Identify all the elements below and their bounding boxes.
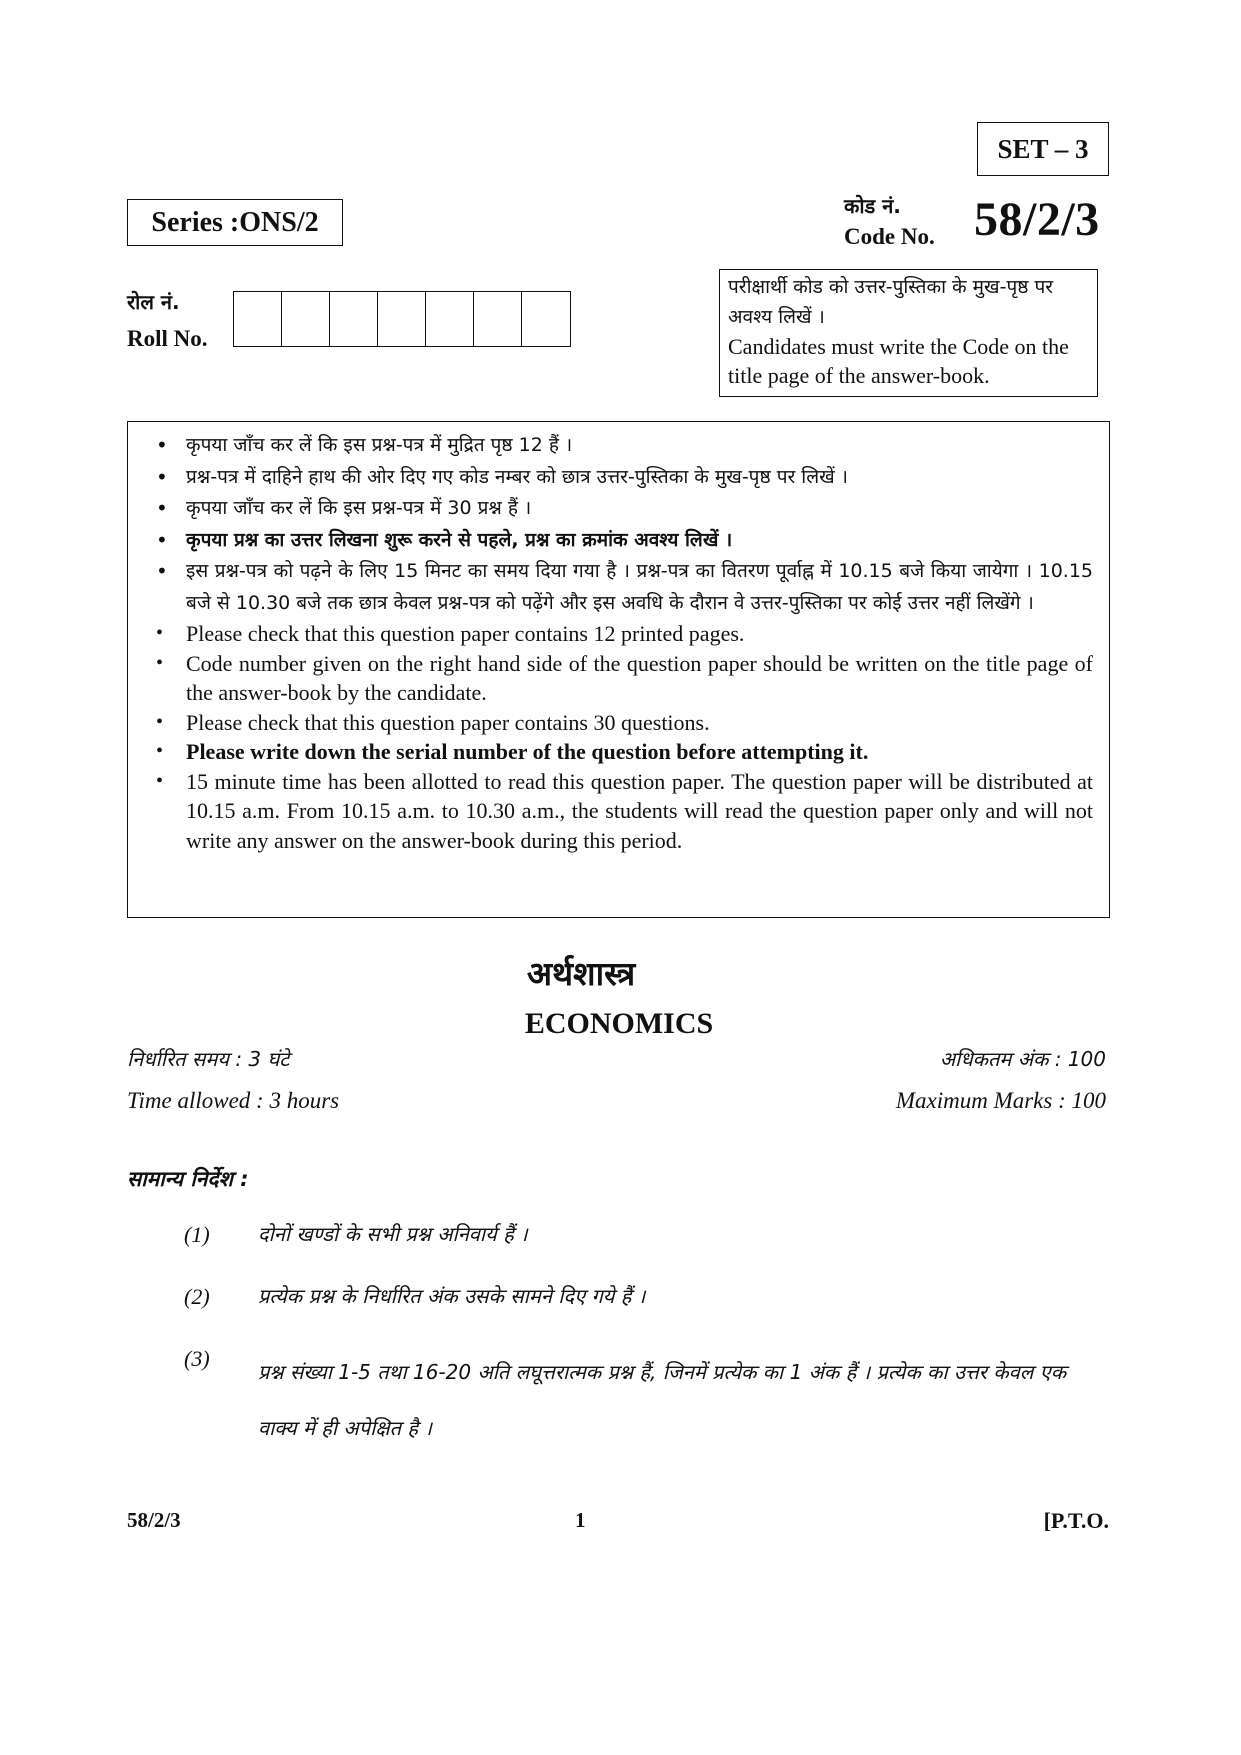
- subject-title-english: ECONOMICS: [524, 1007, 714, 1040]
- general-item-text: प्रत्येक प्रश्न के निर्धारित अंक उसके सामने दिए गये हैं ।: [258, 1284, 646, 1308]
- instruction-text: प्रश्न-पत्र में दाहिने हाथ की ओर दिए गए कोड नम्बर को छात्र उत्तर-पुस्तिका के मुख-पृष्ठ पर लिखें ।: [186, 465, 848, 488]
- code-label-english: Code No.: [844, 224, 935, 249]
- instruction-item: [152, 767, 1093, 856]
- instruction-item: [152, 737, 1093, 767]
- code-instruction-note: [719, 269, 1098, 397]
- code-label-hindi: कोड नं.: [844, 194, 901, 218]
- code-note-english: Candidates must write the Code on the title page of the answer-book.: [728, 334, 1069, 388]
- time-allowed-hindi: निर्धारित समय : 3 घंटे: [127, 1047, 290, 1071]
- roll-number-cell[interactable]: [330, 292, 378, 346]
- bullet-icon: •: [156, 527, 168, 552]
- roll-number-cell[interactable]: [282, 292, 330, 346]
- bullet-icon: •: [156, 651, 164, 674]
- bullet-icon: •: [156, 622, 164, 644]
- footer-code: 58/2/3: [127, 1508, 181, 1532]
- general-item-text: प्रश्न संख्या 1-5 तथा 16-20 अति लघूत्तरात्मक प्रश्न हैं, जिनमें प्रत्येक का 1 अंक हैं । प्रत्येक का उत्तर केवल एक वाक्य में ही अपेक्षित है ।: [258, 1360, 1067, 1440]
- instruction-item: [152, 708, 1093, 738]
- instruction-item: [152, 619, 1093, 649]
- instructions-list: [152, 430, 1093, 855]
- instruction-text: Please write down the serial number of the question before attempting it.: [186, 739, 869, 764]
- time-allowed-english: Time allowed : 3 hours: [127, 1088, 340, 1113]
- maximum-marks-hindi: अधिकतम अंक : 100: [939, 1047, 1106, 1071]
- instruction-text: इस प्रश्न-पत्र को पढ़ने के लिए 15 मिनट का समय दिया गया है । प्रश्न-पत्र का वितरण पूर्वाह्न में 10.15 बजे किया जायेगा । 10.15 बजे से 10.30 बजे तक छात्र केवल प्रश्न-पत्र को पढ़ेंगे और इस अवधि के दौरान वे उत्तर-पुस्तिका पर कोई उत्तर नहीं लिखेंगे ।: [186, 560, 1093, 614]
- instruction-text: कृपया जाँच कर लें कि इस प्रश्न-पत्र में 30 प्रश्न हैं ।: [186, 497, 532, 519]
- general-item-number: (2): [184, 1284, 210, 1309]
- bullet-icon: •: [156, 740, 164, 762]
- instruction-text: 15 minute time has been allotted to read this question paper. The question paper will be distributed at 10.15 a.m. From 10.15 a.m. to 10.30 a.m., the students will read the question paper only and will not write any answer on the answer-book during this period.: [186, 768, 1093, 853]
- instruction-item: [152, 525, 1093, 557]
- roll-label-english: Roll No.: [127, 326, 208, 351]
- general-item-number: (1): [184, 1222, 210, 1247]
- bullet-icon: •: [156, 496, 168, 520]
- bullet-icon: •: [156, 559, 168, 583]
- roll-number-cell[interactable]: [234, 292, 282, 346]
- general-item-text: दोनों खण्डों के सभी प्रश्न अनिवार्य हैं ।: [258, 1222, 528, 1246]
- bullet-icon: •: [156, 769, 164, 792]
- instruction-item: [152, 556, 1093, 619]
- maximum-marks-english: Maximum Marks : 100: [895, 1088, 1106, 1113]
- roll-number-cell[interactable]: [426, 292, 474, 346]
- roll-number-boxes[interactable]: [233, 291, 571, 347]
- bullet-icon: •: [156, 710, 164, 733]
- roll-number-cell[interactable]: [474, 292, 522, 346]
- instructions-box: [127, 421, 1110, 918]
- instruction-item: [152, 493, 1093, 525]
- series-label: Series :ONS/2: [127, 199, 343, 246]
- roll-label-hindi: रोल नं.: [127, 290, 180, 314]
- footer-pto: [P.T.O.: [1043, 1508, 1109, 1533]
- instruction-item: [152, 462, 1093, 494]
- instruction-text: कृपया जाँच कर लें कि इस प्रश्न-पत्र में मुद्रित पृष्ठ 12 हैं ।: [186, 434, 573, 456]
- instruction-item: [152, 430, 1093, 462]
- roll-number-cell[interactable]: [522, 292, 570, 346]
- instruction-text: कृपया प्रश्न का उत्तर लिखना शुरू करने से पहले, प्रश्न का क्रमांक अवश्य लिखें ।: [186, 528, 733, 551]
- set-label: SET – 3: [977, 122, 1109, 176]
- general-item-number: (3): [184, 1346, 210, 1371]
- bullet-icon: •: [156, 433, 168, 457]
- footer-page-number: 1: [575, 1508, 586, 1532]
- bullet-icon: •: [156, 464, 168, 489]
- instruction-item: [152, 649, 1093, 708]
- subject-title-hindi: अर्थशास्त्र: [526, 954, 636, 993]
- instruction-text: Please check that this question paper contains 30 questions.: [186, 709, 710, 735]
- code-note-hindi: परीक्षार्थी कोड को उत्तर-पुस्तिका के मुख-पृष्ठ पर अवश्य लिखें ।: [728, 276, 1054, 328]
- general-instructions-heading: सामान्य निर्देश :: [127, 1167, 249, 1191]
- instruction-text: Please check that this question paper contains 12 printed pages.: [186, 621, 745, 646]
- instruction-text: Code number given on the right hand side of the question paper should be written on the title page of the answer-book by the candidate.: [186, 650, 1093, 705]
- code-value: 58/2/3: [974, 193, 1100, 246]
- roll-number-cell[interactable]: [378, 292, 426, 346]
